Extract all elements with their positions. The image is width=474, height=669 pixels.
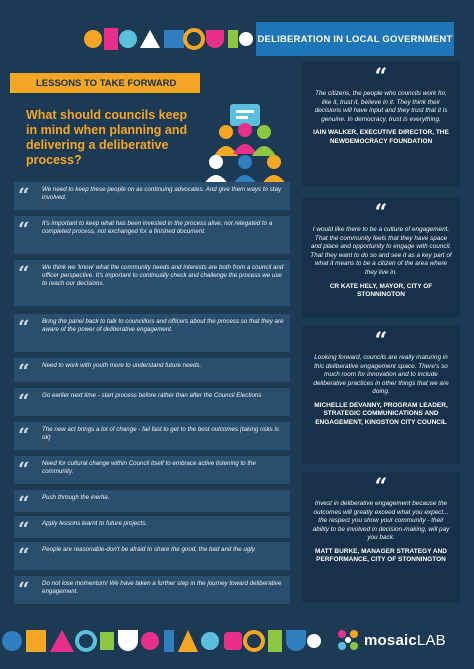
lesson-item xyxy=(14,422,290,450)
lesson-item xyxy=(14,516,290,541)
quote-text: Looking forward, councils are really maturing in this deliberative engagement space. There's so much room for innovation and to include deliberative practices in other things that we are doing. xyxy=(313,354,449,396)
lesson-text: Bring the panel back to talk to councillors and officers about the process so that they are aware of the power of deliberative engagement. xyxy=(42,318,284,334)
quote-mark-icon: “ xyxy=(18,517,30,541)
lesson-text: Push through the inertia. xyxy=(42,494,110,501)
logo-name: mosaicLAB xyxy=(364,631,446,649)
quote-mark-icon: “ xyxy=(18,543,30,567)
lesson-item xyxy=(14,260,290,306)
lesson-text: Need to work with youth more to understand future needs. xyxy=(42,362,202,369)
header-banner xyxy=(256,22,454,56)
quote-mark-icon: “ xyxy=(18,577,30,601)
lesson-item xyxy=(14,542,290,570)
lesson-item xyxy=(14,388,290,416)
section-question: What should councils keep in mind when planning and delivering a deliberative process? xyxy=(26,108,188,167)
quote-mark-icon: “ xyxy=(374,328,388,354)
lesson-item xyxy=(14,182,290,210)
lesson-item xyxy=(14,216,290,254)
quote-card xyxy=(302,198,460,318)
quote-text: I would like there to be a culture of engagement. That the community feels that they have space and place and opportunity to engage with council. That they want to do so and see it as a key part of what it means to be a citizen of the area where they live in. xyxy=(310,226,452,276)
quote-card xyxy=(302,62,460,186)
quote-mark-icon: “ xyxy=(18,217,30,241)
quote-text: The citizens, the people who councils work for, like it, trust it, believe in it. They think their decisions will have input and they trust that it is genuine. In democracy, trust is everything. xyxy=(314,90,448,123)
lesson-text: It's important to keep what has been invested in the process alive, not relegated to a completed process, not exchanged for a finished document. xyxy=(42,220,273,236)
quote-mark-icon: “ xyxy=(374,200,388,226)
quote-mark-icon: “ xyxy=(18,491,30,515)
lesson-text: The new act brings a lot of change - fail fast to get to the best outcomes (taking risks is ok) xyxy=(42,426,279,442)
quote-mark-icon: “ xyxy=(18,315,30,339)
people-discussion-icon xyxy=(196,100,294,184)
lesson-text: Need for cultural change within Council itself to embrace active listening to the community. xyxy=(42,460,256,476)
quote-card xyxy=(302,326,460,464)
lesson-text: People are reasonable-don't be afraid to share the good, the bad and the ugly. xyxy=(42,546,257,553)
quote-mark-icon: “ xyxy=(18,423,30,447)
lesson-item xyxy=(14,490,290,515)
quote-mark-icon: “ xyxy=(18,261,30,285)
lesson-item xyxy=(14,314,290,352)
header-title: DELIBERATION IN LOCAL GOVERNMENT xyxy=(257,33,453,45)
lesson-text: Go earlier next time - start process before rather than after the Council Elections xyxy=(42,392,262,399)
lesson-text: We think we 'know' what the community needs and interests are both from a council and officer perspective. It's important to continually check and challenge the process we use to reach our decisions. xyxy=(42,264,284,288)
quote-card xyxy=(302,472,460,602)
quote-mark-icon: “ xyxy=(18,389,30,413)
quote-mark-icon: “ xyxy=(18,359,30,383)
bottom-mosaic-decoration xyxy=(0,624,322,658)
lesson-text: Do not lose momentum! We have taken a further step in the journey toward deliberative engagement. xyxy=(42,580,282,596)
quote-mark-icon: “ xyxy=(18,457,30,481)
quote-author: CR KATE HELY, MAYOR, CITY OF STONNINGTON xyxy=(329,282,433,298)
lesson-text: Apply lessons learnt to future projects. xyxy=(42,520,147,527)
quote-mark-icon: “ xyxy=(374,64,388,90)
mosaiclab-logo xyxy=(336,622,460,658)
lessons-tab-label: LESSONS TO TAKE FORWARD xyxy=(36,77,177,89)
quote-author: MICHELLE DEVANNY, PROGRAM LEADER, STRATEGIC COMMUNICATIONS AND ENGAGEMENT, KINGSTON CITY COUNCIL xyxy=(314,401,448,426)
quote-mark-icon: “ xyxy=(18,183,30,207)
quote-mark-icon: “ xyxy=(374,474,388,500)
quote-text: Invest in deliberative engagement because the outcomes will greatly exceed what you expect... the respect you show your community - their ability to be involved in decision-making, will pay you back. xyxy=(312,500,450,542)
lesson-item xyxy=(14,358,290,382)
lesson-item xyxy=(14,576,290,604)
quote-author: IAIN WALKER, EXECUTIVE DIRECTOR, THE NEWDEMOCRACY FOUNDATION xyxy=(313,129,449,145)
mosaiclab-logo-icon xyxy=(336,628,360,652)
lesson-text: We need to keep these people on as continuing advocates. And give them ways to stay involved. xyxy=(42,186,282,202)
quote-author: MATT BURKE, MANAGER STRATEGY AND PERFORMANCE, CITY OF STONNINGTON xyxy=(315,547,447,564)
lessons-section-tab xyxy=(10,73,200,93)
lesson-item xyxy=(14,456,290,484)
